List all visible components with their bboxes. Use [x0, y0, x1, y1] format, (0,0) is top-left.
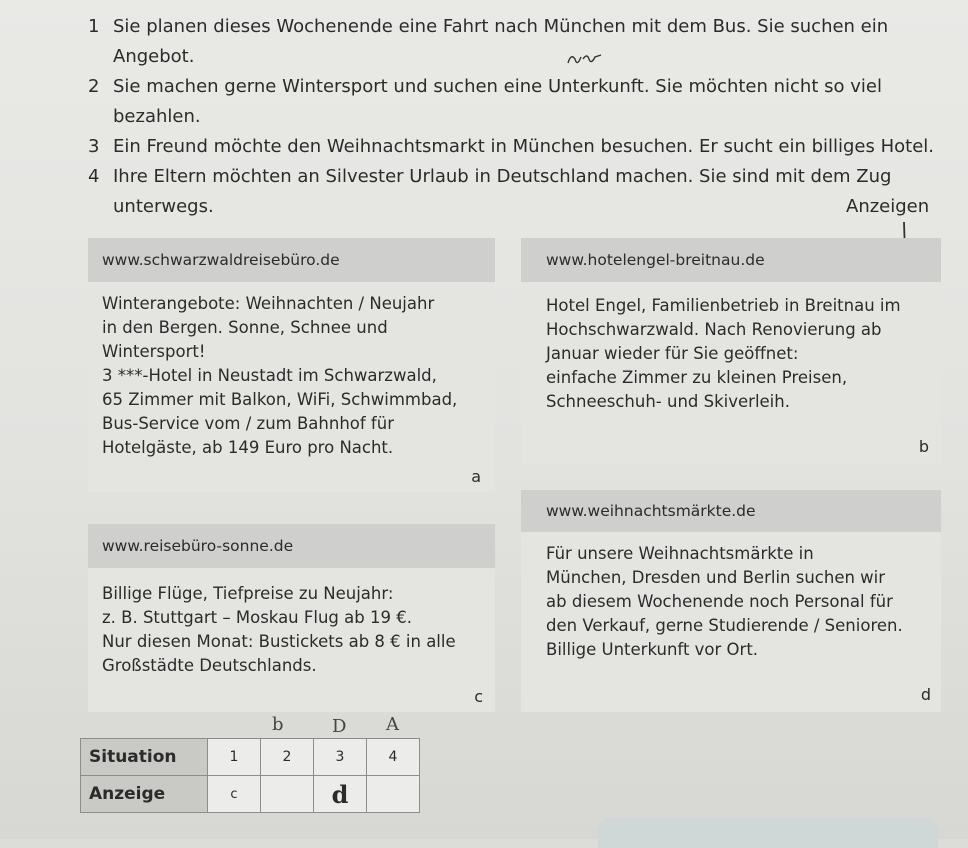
situation-line: bezahlen.: [113, 106, 201, 127]
ad-a: [88, 238, 495, 492]
ad-line: Hotel Engel, Familienbetrieb in Breitnau im: [546, 296, 901, 315]
ad-body: [521, 532, 941, 662]
situation-list: [88, 12, 948, 222]
anzeigen-label: Anzeigen: [846, 196, 930, 217]
ad-line: München, Dresden und Berlin suchen wir: [546, 568, 886, 587]
situation-number: 1: [88, 16, 100, 37]
ad-line: 65 Zimmer mit Balkon, WiFi, Schwimmbad,: [102, 390, 458, 409]
handwritten-notes: [270, 710, 410, 740]
ad-c: [88, 524, 495, 712]
situation-line: Sie machen gerne Wintersport und suchen eine Unterkunft. Sie möchten nicht so viel: [113, 76, 882, 97]
ad-letter: c: [474, 687, 483, 706]
ad-line: in den Bergen. Sonne, Schnee und: [102, 318, 388, 337]
situation-number: 2: [88, 76, 100, 97]
ad-line: Hotelgäste, ab 149 Euro pro Nacht.: [102, 438, 394, 457]
column-header: 3: [314, 739, 367, 776]
ad-url: www.reisebüro-sonne.de: [88, 524, 495, 568]
situation-line: Sie planen dieses Wochenende eine Fahrt nach München mit dem Bus. Sie suchen ein: [113, 16, 889, 37]
handnote-text: A: [386, 714, 399, 735]
answer-cell[interactable]: [261, 776, 314, 813]
ad-line: Nur diesen Monat: Bustickets ab 8 € in alle: [102, 632, 456, 651]
ad-url: www.hotelengel-breitnau.de: [521, 238, 941, 282]
ad-letter: b: [918, 437, 929, 456]
pen-scribble-icon: [565, 49, 605, 71]
situation-4: [88, 162, 948, 222]
background-shape: [598, 818, 938, 848]
ad-url: www.schwarzwaldreisebüro.de: [88, 238, 495, 282]
row-label-situation: Situation: [81, 739, 208, 776]
ad-line: Für unsere Weihnachtsmärkte in: [546, 544, 814, 563]
table-row: [81, 739, 420, 776]
ad-body: [521, 282, 941, 414]
situation-number: 4: [88, 166, 100, 187]
ad-line: einfache Zimmer zu kleinen Preisen,: [546, 368, 848, 387]
situation-1: [88, 12, 948, 72]
ad-line: den Verkauf, gerne Studierende / Senioren.: [546, 616, 903, 635]
ad-letter: a: [471, 467, 481, 486]
ad-b: [521, 238, 941, 464]
situation-line: Ein Freund möchte den Weihnachtsmarkt in München besuchen. Er sucht ein billiges Hotel.: [113, 136, 935, 157]
row-label-anzeige: Anzeige: [81, 776, 208, 813]
ad-body: [88, 568, 495, 678]
column-header: 4: [367, 739, 420, 776]
ad-line: Winterangebote: Weihnachten / Neujahr: [102, 294, 435, 313]
situation-number: 3: [88, 136, 100, 157]
ad-line: Billige Unterkunft vor Ort.: [546, 640, 759, 659]
ad-line: ab diesem Wochenende noch Personal für: [546, 592, 893, 611]
situation-2: [88, 72, 948, 132]
ad-line: Wintersport!: [102, 342, 206, 361]
ad-line: Bus-Service vom / zum Bahnhof für: [102, 414, 394, 433]
situation-line: Angebot.: [113, 46, 195, 67]
situation-3: [88, 132, 948, 162]
ad-line: Januar wieder für Sie geöffnet:: [546, 344, 799, 363]
ad-d: [521, 490, 941, 712]
answer-cell[interactable]: [367, 776, 420, 813]
ad-line: Großstädte Deutschlands.: [102, 656, 317, 675]
situation-line: Ihre Eltern möchten an Silvester Urlaub in Deutschland machen. Sie sind mit dem Zug: [113, 166, 892, 187]
ad-line: Billige Flüge, Tiefpreise zu Neujahr:: [102, 584, 394, 603]
column-header: 2: [261, 739, 314, 776]
table-row: [81, 776, 420, 813]
ad-url: www.weihnachtsmärkte.de: [521, 490, 941, 532]
ad-body: [88, 282, 495, 460]
ad-line: 3 ***-Hotel in Neustadt im Schwarzwald,: [102, 366, 437, 385]
handnote-text: D: [332, 716, 347, 737]
ad-line: Hochschwarzwald. Nach Renovierung ab: [546, 320, 882, 339]
answer-cell[interactable]: d: [314, 776, 367, 813]
handnote-text: b: [272, 714, 284, 735]
answer-table: [80, 738, 420, 813]
answer-cell[interactable]: c: [208, 776, 261, 813]
ad-letter: d: [920, 685, 931, 704]
situation-line: unterwegs.: [113, 196, 214, 217]
ad-line: Schneeschuh- und Skiverleih.: [546, 392, 790, 411]
column-header: 1: [208, 739, 261, 776]
ad-line: z. B. Stuttgart – Moskau Flug ab 19 €.: [102, 608, 412, 627]
